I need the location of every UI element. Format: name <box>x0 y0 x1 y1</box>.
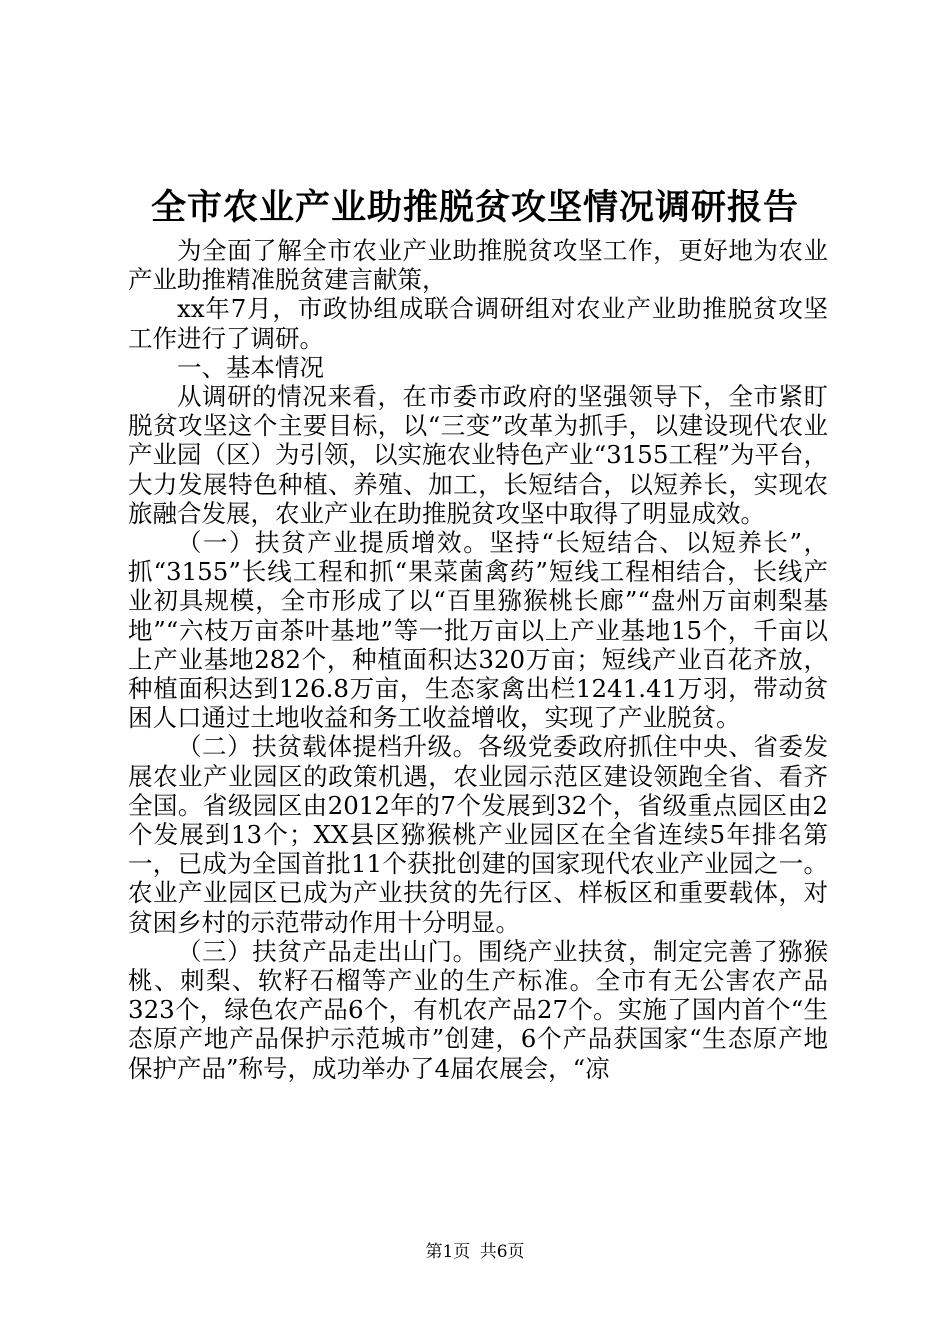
paragraph-item-2: （二）扶贫载体提档升级。各级党委政府抓住中央、省委发展农业产业园区的政策机遇，农业园示范区建设领跑全省、看齐全国。省级园区由2012年的7个发展到32个，省级重点园区由2个发展到13个；XX县区猕猴桃产业园区在全省连续5年排名第一，已成为全国首批11个获批创建的国家现代农业产业园之一。农业产业园区已成为产业扶贫的先行区、样板区和重要载体，对贫困乡村的示范带动作用十分明显。 <box>128 732 828 937</box>
paragraph-intro: 为全面了解全市农业产业助推脱贫攻坚工作，更好地为农业产业助推精准脱贫建言献策， <box>128 236 828 295</box>
paragraph-item-1: （一）扶贫产业提质增效。坚持“长短结合、以短养长”，抓“3155”长线工程和抓“果菜菌禽药”短线工程相结合，长线产业初具规模，全市形成了以“百里猕猴桃长廊”“盘州万亩刺梨基地”“六枝万亩茶叶基地”等一批万亩以上产业基地15个，千亩以上产业基地282个，种植面积达320万亩；短线产业百花齐放，种植面积达到126.8万亩，生态家禽出栏1241.41万羽，带动贫困人口通过土地收益和务工收益增收，实现了产业脱贫。 <box>128 528 828 733</box>
paragraph-item-3: （三）扶贫产品走出山门。围绕产业扶贫，制定完善了猕猴桃、刺梨、软籽石榴等产业的生产标准。全市有无公害农产品323个，绿色农产品6个，有机农产品27个。实施了国内首个“生态原产地产品保护示范城市”创建，6个产品获国家“生态原产地保护产品”称号，成功举办了4届农展会，“凉 <box>128 936 828 1083</box>
paragraph-date: xx年7月，市政协组成联合调研组对农业产业助推脱贫攻坚工作进行了调研。 <box>128 294 828 353</box>
page-footer <box>0 1241 950 1263</box>
document-body <box>128 236 828 1083</box>
page-total: 共6页 <box>479 1242 525 1262</box>
document-title: 全市农业产业助推脱贫攻坚情况调研报告 <box>150 188 799 228</box>
section-heading-basic: 一、基本情况 <box>177 352 324 382</box>
page-number: 第1页 <box>425 1242 471 1262</box>
paragraph-overview: 从调研的情况来看，在市委市政府的坚强领导下，全市紧盯脱贫攻坚这个主要目标，以“三变”改革为抓手，以建设现代农业产业园（区）为引领，以实施农业特色产业“3155工程”为平台，大力发展特色种植、养殖、加工，长短结合，以短养长，实现农旅融合发展，农业产业在助推脱贫攻坚中取得了明显成效。 <box>128 382 828 528</box>
